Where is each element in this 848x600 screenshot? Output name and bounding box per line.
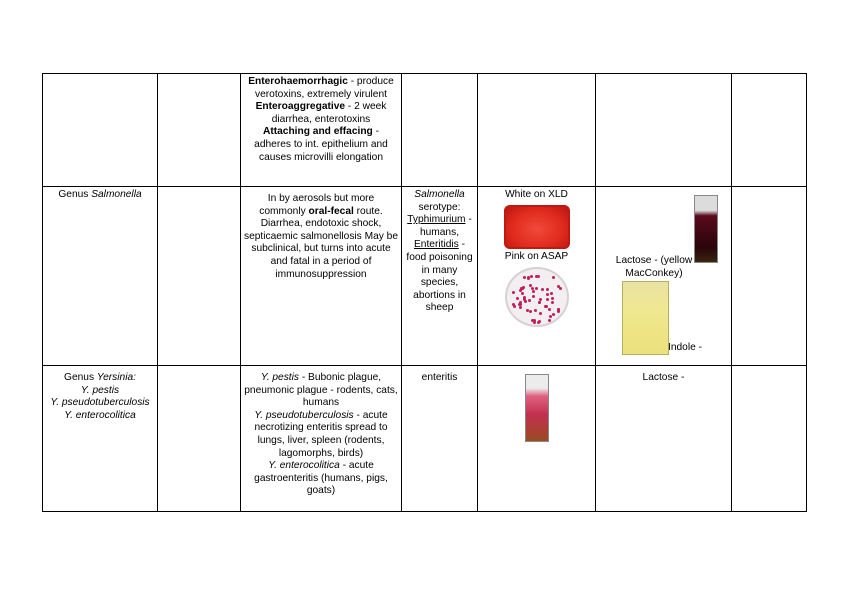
cell [732,187,807,366]
genus-name: Yersinia: [96,372,136,383]
genus-cell [43,366,158,512]
lactose-label: Lactose - [642,372,685,383]
colony-dot [538,320,541,323]
species-name: Y. pseudotuberculosis [254,409,354,421]
colony-dot [551,297,554,300]
species-name: Y. enterocolitica [268,460,340,472]
genus-name: Salmonella [91,189,142,200]
species-name: Y. enterocolitica [64,409,136,421]
lactose-label: Lactose - (yellow MacConkey) [615,255,693,279]
colony-dot [529,310,532,313]
cell [158,187,241,366]
serotype-desc: - food poisoning in many species, abortions in sheep [406,239,473,314]
colony-dot [530,275,533,278]
genus-label: Genus [58,189,92,200]
ecoli-pathotypes-cell [241,74,402,187]
cell [478,74,596,187]
desc-part: - Bubonic plague, pneumonic plague - rodents, cats, humans [244,372,398,409]
pathogenesis-cell [241,366,402,512]
pathotype-desc: - produce verotoxins, extremely virulent [255,76,394,100]
culture-cell [478,366,596,512]
disease-cell [402,366,478,512]
colony-dot [523,276,526,279]
colony-dot [539,312,542,315]
cell [158,366,241,512]
pathogenesis-cell [241,187,402,366]
colony-dot [541,288,544,291]
colony-dot [512,291,515,294]
disease-text: enteritis [421,372,458,383]
colony-dot [539,298,542,301]
species-name: Y. pestis [80,384,120,396]
colony-dot [550,292,553,295]
species-name: Y. pseudotuberculosis [50,397,150,409]
colony-dot [549,315,552,318]
colony-dot [546,293,549,296]
xld-label: White on XLD [505,189,568,200]
pathotype-desc: - 2 week diarrhea, enterotoxins [271,101,387,125]
pathotype-name: Enteroaggregative [255,101,346,113]
desc-part: In by aerosols but more commonly [259,193,375,217]
tube-image [525,374,549,442]
colony-dot [552,276,555,279]
colony-dot [512,303,515,306]
serotype-desc: - humans, [419,214,472,238]
cell [402,74,478,187]
table-row-salmonella [43,187,807,366]
table-row-yersinia [43,366,807,512]
colony-dot [544,305,547,308]
table-row-ecoli [43,74,807,187]
tube-image [694,195,718,263]
biochem-cell [596,366,732,512]
colony-dot [519,301,522,304]
serotype-typhimurium: Typhimurium [407,214,466,226]
data-table [42,73,807,512]
desc-part: - acute gastroenteritis (humans, pigs, goats) [254,460,388,497]
colony-dot [531,287,534,290]
colony-dot [548,319,551,322]
indole-label: Indole - [668,342,702,353]
cell [732,366,807,512]
asap-plate-image [505,267,569,327]
serotype-enteritidis: Enteritidis [414,239,459,251]
colony-dot [535,287,538,290]
genus-label: Genus [64,372,97,383]
culture-cell [478,187,596,366]
cell [596,74,732,187]
colony-dot [516,297,519,300]
cell [43,74,158,187]
colony-dot [546,298,549,301]
pathotype-desc: - adheres to int. epithelium and causes microvilli elongation [254,126,388,163]
colony-dot [532,295,535,298]
colony-dot [528,299,531,302]
colony-dot [534,309,537,312]
colony-dot [552,313,555,316]
colony-dot [557,310,560,313]
desc-part: route. Diarrhea, endotoxic shock, septicaemic salmonellosis May be subclinical, but turns into acute and fatal in a period of immunosuppression [244,205,399,280]
yellow-tube-image [622,281,669,355]
genus-cell [43,187,158,366]
desc-bold: oral-fecal [308,205,354,217]
serotype-label: serotype: [418,201,461,213]
species-name: Y. pestis [260,372,299,383]
colony-dot [533,321,536,324]
colony-dot [532,290,535,293]
serotype-genus: Salmonella [414,189,465,200]
pathotype-name: Attaching and effacing [262,126,373,138]
asap-label: Pink on ASAP [504,250,569,262]
xld-plate-image [504,205,570,249]
colony-dot [521,292,524,295]
desc-part: - acute necrotizing enteritis spread to lungs, liver, spleen (rodents, lagomorphs, birds) [254,409,388,459]
pathotype-name: Enterohaemorrhagic [248,76,348,87]
colony-dot [548,308,551,311]
cell [732,74,807,187]
colony-dot [551,301,554,304]
serotype-cell [402,187,478,366]
colony-dot [546,288,549,291]
biochem-cell [596,187,732,366]
cell [158,74,241,187]
